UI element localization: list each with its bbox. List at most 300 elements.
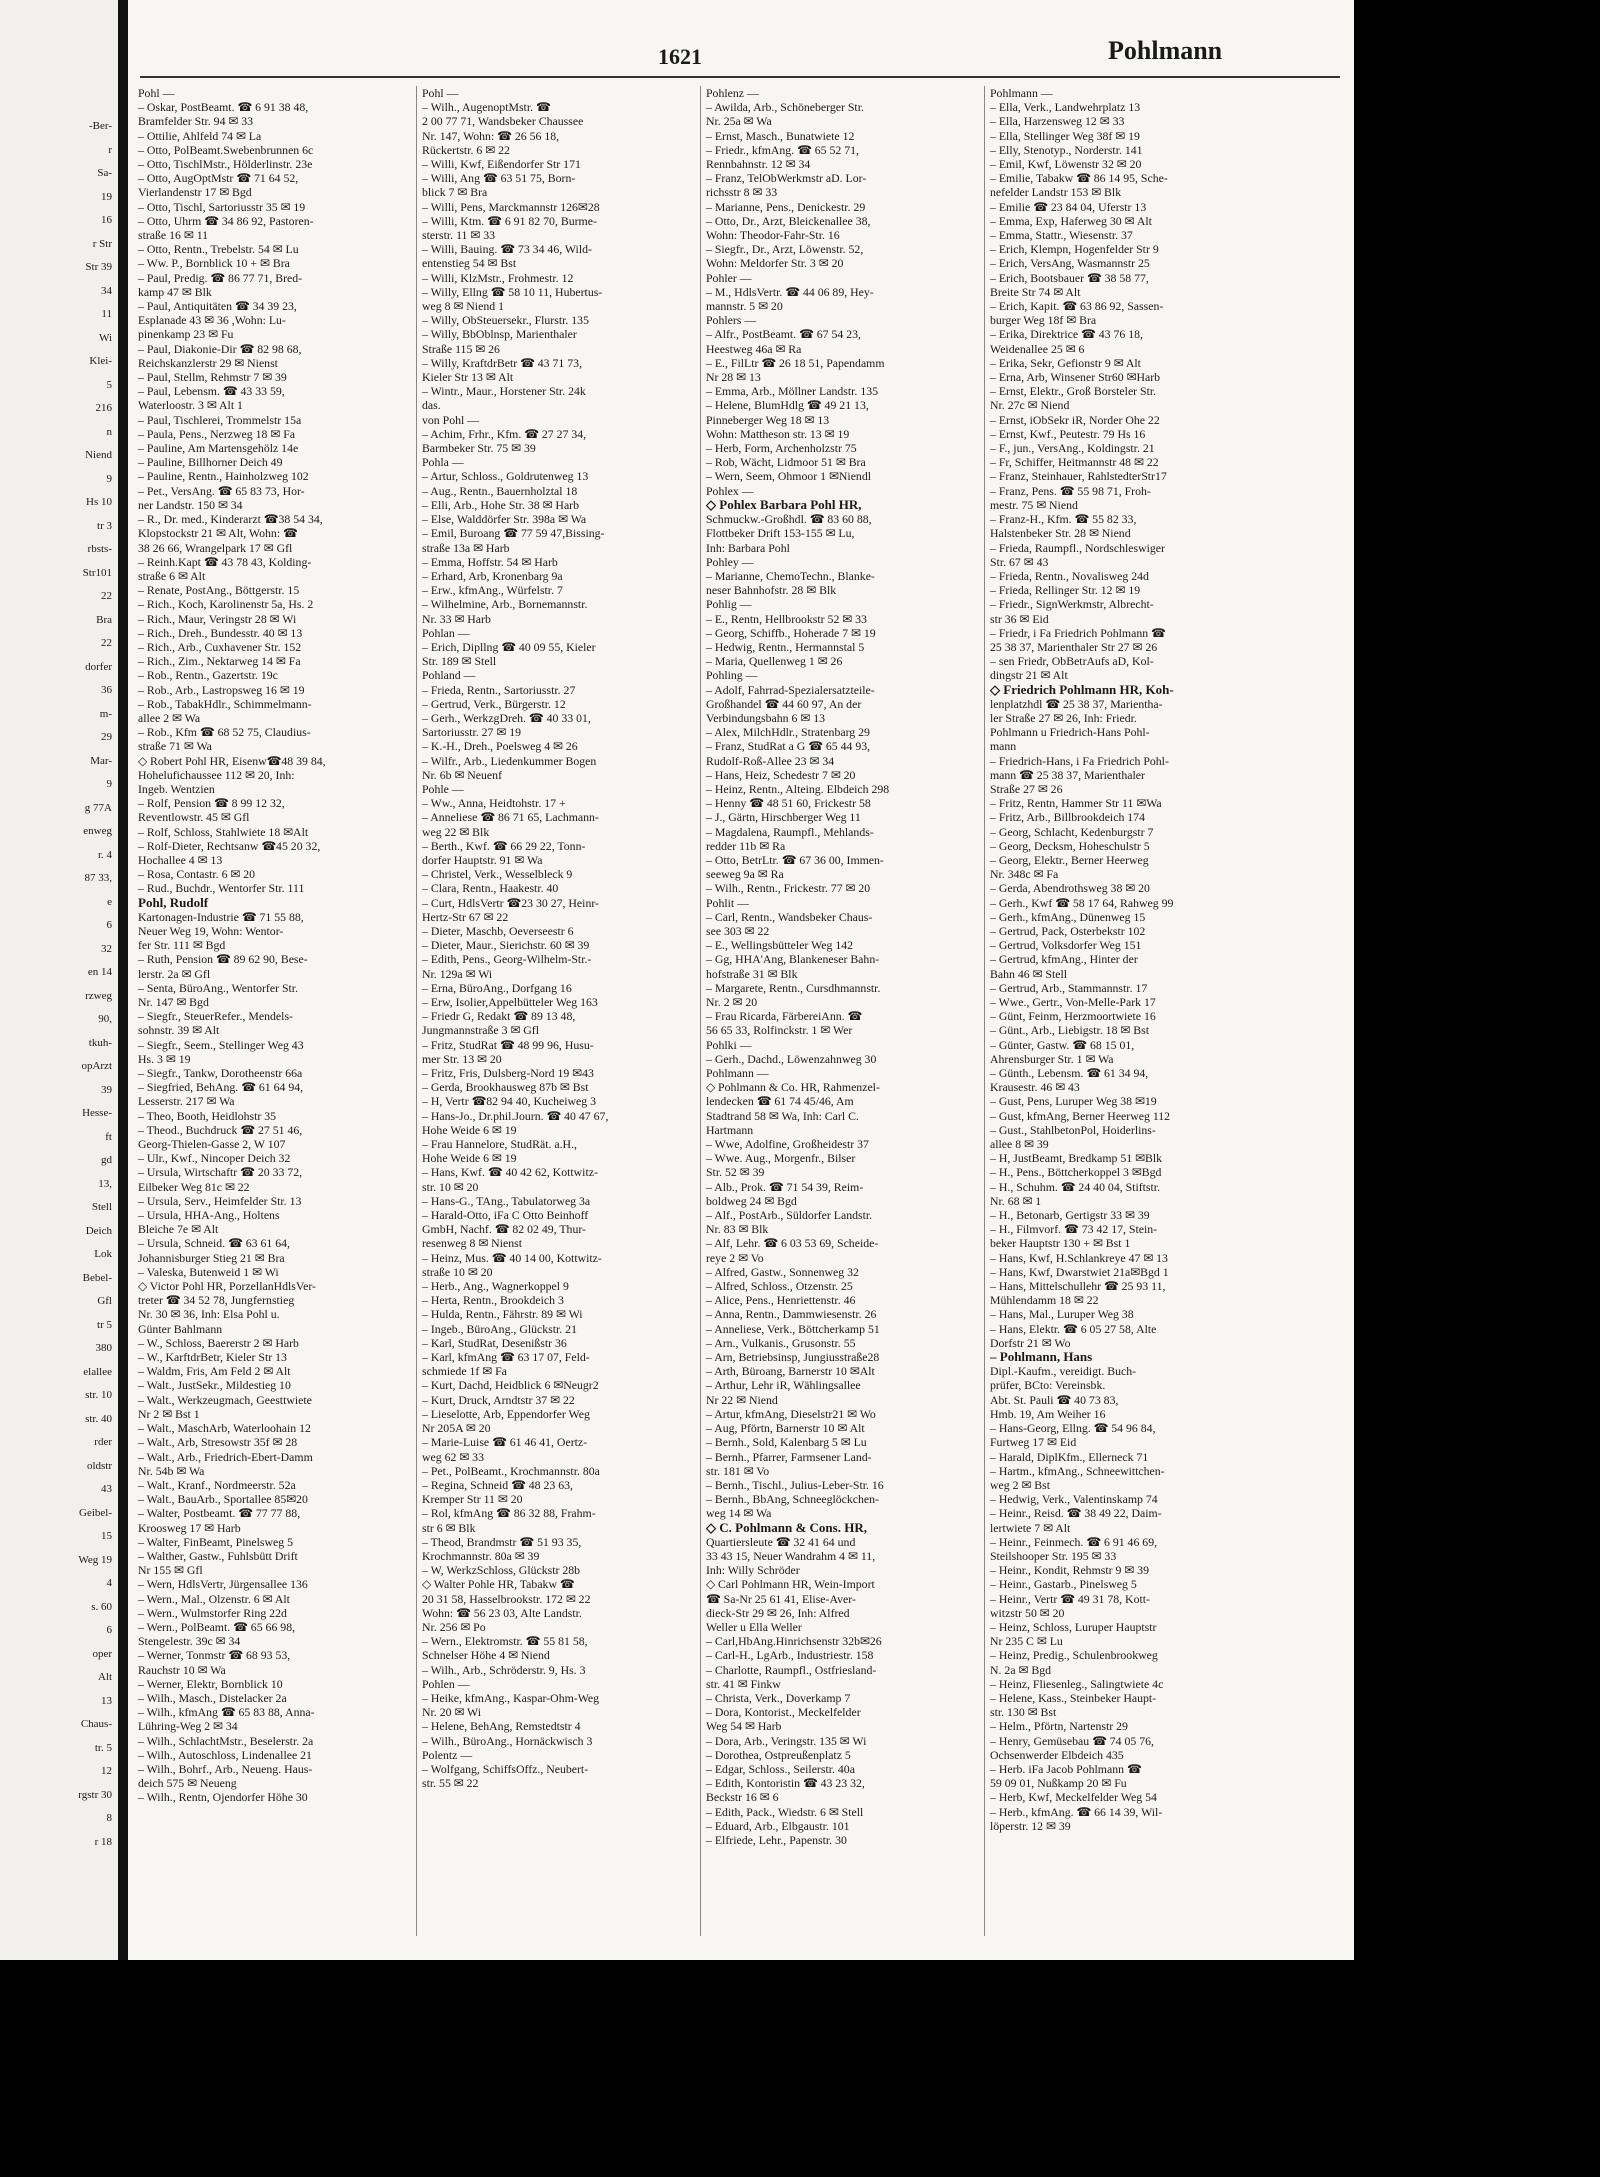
directory-entry-line: – Pauline, Rentn., Hainholzweg 102 (138, 469, 309, 484)
directory-entry-line: – Wilfr., Arb., Liedenkummer Bogen (422, 753, 597, 768)
directory-entry-line: Pohlki — (706, 1037, 752, 1052)
directory-entry-line: – Reinh.Kapt ☎ 43 78 43, Kolding- (138, 554, 312, 569)
directory-entry-line: – Ernst, Kwf., Peutestr. 79 Hs 16 (990, 426, 1146, 441)
directory-entry-line: Wohn: Meldorfer Str. 3 ✉ 20 (706, 256, 844, 271)
directory-entry-line: Hohe Weide 6 ✉ 19 (422, 1151, 517, 1166)
directory-entry-line: Pohle — (422, 781, 464, 796)
directory-entry-line: – Walt., Arb, Stresowstr 35f ✉ 28 (138, 1435, 298, 1450)
directory-entry-line: – Friedr., SignWerkmstr, Albrecht- (990, 597, 1154, 612)
directory-entry-line: – Herb, Kwf, Meckelfelder Weg 54 (990, 1790, 1157, 1805)
directory-entry-line: – Friedr G, Redakt ☎ 89 13 48, (422, 1009, 576, 1024)
directory-entry-line: – Walt., BauArb., Sportallee 85✉20 (138, 1492, 308, 1507)
directory-entry-line: – Fritz, Rentn, Hammer Str 11 ✉Wa (990, 796, 1162, 811)
directory-entry-line: allee 2 ✉ Wa (138, 710, 201, 725)
directory-column-4 (990, 86, 1262, 1946)
previous-page-text: Weg 19 (78, 1553, 112, 1566)
previous-page-text: s. 60 (91, 1600, 112, 1613)
previous-page-text: 36 (101, 684, 112, 696)
directory-entry-line: Pohl — (138, 86, 175, 100)
previous-page-text: tr 3 (97, 519, 112, 532)
directory-entry-line: – Else, Walddörfer Str. 398a ✉ Wa (422, 512, 587, 527)
directory-entry-line: straße 16 ✉ 11 (138, 228, 209, 243)
directory-entry-line: – Otto, TischlMstr., Hölderlinstr. 23e (138, 157, 313, 172)
directory-entry-line: – Hans, Mal., Luruper Weg 38 (990, 1307, 1134, 1322)
directory-entry-line: – Elli, Arb., Hohe Str. 38 ✉ Harb (422, 497, 580, 512)
directory-entry-line: – Wilh., Masch., Distelacker 2a (138, 1690, 287, 1705)
directory-entry-line: Nr. 33 ✉ Harb (422, 611, 491, 626)
directory-entry-line: witzstr 50 ✉ 20 (990, 1605, 1065, 1620)
previous-page-text: 16 (101, 214, 112, 226)
directory-entry-line: – Wilh., Rentn., Frickestr. 77 ✉ 20 (706, 881, 871, 896)
directory-entry-line: – Rol, kfmAng ☎ 86 32 88, Frahm- (422, 1506, 596, 1521)
directory-entry-line: 33 43 15, Neuer Wandrahm 4 ✉ 11, (706, 1548, 876, 1563)
directory-entry-line: – Ingeb., BüroAng., Glückstr. 21 (422, 1321, 577, 1336)
previous-page-text: -Ber- (89, 120, 112, 132)
directory-entry-line: – Hedwig, Verk., Valentinskamp 74 (990, 1492, 1158, 1507)
directory-entry-line: Pohlers — (706, 313, 757, 328)
directory-entry-line: Hohe Weide 6 ✉ 19 (422, 1122, 517, 1137)
directory-entry-line: Pohlan — (422, 625, 470, 640)
directory-entry-line: – Edith, Pack., Wiedstr. 6 ✉ Stell (706, 1804, 864, 1819)
directory-entry-line: – Elly, Stenotyp., Norderstr. 141 (990, 142, 1143, 157)
directory-entry-line: 38 26 66, Wrangelpark 17 ✉ Gfl (138, 540, 293, 555)
directory-entry-line: 2 00 77 71, Wandsbeker Chaussee (422, 114, 584, 129)
directory-entry-line: – Emilie, Tabakw ☎ 86 14 95, Sche- (990, 171, 1168, 186)
directory-entry-line: – Willy, Ellng ☎ 58 10 11, Hubertus- (422, 284, 603, 299)
directory-entry-line: ler Straße 27 ✉ 26, Inh: Friedr. (990, 710, 1137, 725)
previous-page-fragment (0, 0, 118, 1960)
directory-entry-line: – Dieter, Maschb, Oeverseestr 6 (422, 923, 574, 938)
directory-entry-line: – Aug., Rentn., Bauernholztal 18 (422, 483, 578, 498)
directory-entry-line: Breite Str 74 ✉ Alt (990, 284, 1081, 299)
directory-entry-line: – Herb., kfmAng. ☎ 66 14 39, Wil- (990, 1804, 1163, 1819)
directory-entry-line: see 303 ✉ 22 (706, 923, 770, 938)
directory-entry-line: – Friedr., kfmAng. ☎ 65 52 71, (706, 142, 859, 157)
directory-entry-line: – Christa, Verk., Doverkamp 7 (706, 1690, 851, 1705)
previous-page-text: 4 (106, 1577, 112, 1589)
directory-entry-line: str 6 ✉ Blk (422, 1520, 476, 1535)
directory-entry-line: – H., Betonarb, Gertigstr 33 ✉ 39 (990, 1208, 1150, 1223)
directory-entry-line: Weg 54 ✉ Harb (706, 1719, 782, 1734)
directory-entry-line: – Ella, Verk., Landwehrplatz 13 (990, 100, 1141, 115)
directory-entry-line: – Alf, Lehr. ☎ 6 03 53 69, Scheide- (706, 1236, 879, 1251)
directory-entry-line: straße 10 ✉ 20 (422, 1264, 493, 1279)
directory-entry-line: Pohla — (422, 455, 464, 470)
directory-entry-line: – Dieter, Maur., Sierichstr. 60 ✉ 39 (422, 938, 590, 953)
directory-entry-line: – Georg, Decksm, Hoheschulstr 5 (990, 838, 1150, 853)
directory-entry-line: – Anneliese ☎ 86 71 65, Lachmann- (422, 810, 599, 825)
directory-entry-line: – F., jun., VersAng., Koldingstr. 21 (990, 441, 1155, 456)
directory-entry-line: beker Hauptstr 130 + ✉ Bst 1 (990, 1236, 1131, 1251)
column-divider (700, 86, 701, 1936)
directory-entry-line: weg 2 ✉ Bst (990, 1477, 1051, 1492)
previous-page-text: Str101 (82, 566, 112, 579)
directory-entry-line: – Rolf, Pension ☎ 8 99 12 32, (138, 796, 285, 811)
previous-page-text: 43 (101, 1483, 112, 1495)
directory-entry-line: – Willy, KraftdrBetr ☎ 43 71 73, (422, 355, 583, 370)
directory-entry-line: – Henny ☎ 48 51 60, Frickestr 58 (706, 796, 871, 811)
directory-entry-line: – Marianne, ChemoTechn., Blanke- (706, 568, 875, 583)
directory-entry-line: – Valeska, Butenweid 1 ✉ Wi (138, 1264, 279, 1279)
directory-entry-line: – Siegfr., Tankw, Dorotheenstr 66a (138, 1066, 303, 1081)
directory-entry-line: ner Landstr. 150 ✉ 34 (138, 497, 243, 512)
directory-entry-line: mer Str. 13 ✉ 20 (422, 1051, 502, 1066)
directory-entry-line: Weidenallee 25 ✉ 6 (990, 341, 1085, 356)
directory-entry-line: – Theod., Buchdruck ☎ 27 51 46, (138, 1122, 303, 1137)
directory-entry-line: – Ursula, HHA-Ang., Holtens (138, 1208, 280, 1223)
directory-entry-line: Nr. 129a ✉ Wi (422, 966, 493, 981)
directory-entry-line: Straße 115 ✉ 26 (422, 341, 500, 356)
directory-entry-line: – Siegfr., Dr., Arzt, Löwenstr. 52, (706, 242, 864, 257)
directory-entry-line: – R., Dr. med., Kinderarzt ☎38 54 34, (138, 512, 323, 527)
directory-column-2 (422, 86, 694, 1946)
directory-entry-line: – M., HdlsVertr. ☎ 44 06 89, Hey- (706, 284, 874, 299)
directory-entry-line: Pohland — (422, 668, 476, 683)
directory-entry-line: – Alfred, Gastw., Sonnenweg 32 (706, 1264, 859, 1279)
directory-entry-line: – Ella, Harzensweg 12 ✉ 33 (990, 114, 1125, 129)
directory-entry-line: straße 6 ✉ Alt (138, 568, 206, 583)
directory-entry-line: richsstr 8 ✉ 33 (706, 185, 778, 200)
directory-entry-line: neser Bahnhofstr. 28 ✉ Blk (706, 583, 837, 598)
directory-entry-line: ◇ C. Pohlmann & Cons. HR, (706, 1520, 867, 1535)
directory-entry-line: – Pauline, Billhorner Deich 49 (138, 455, 283, 470)
directory-entry-line: Pohlmann — (706, 1066, 769, 1081)
directory-entry-line: – Gertrud, Volksdorfer Weg 151 (990, 938, 1142, 953)
directory-entry-line: – Wern., PolBeamt. ☎ 65 66 98, (138, 1619, 296, 1634)
directory-entry-line: – Gerh., WerkzgDreh. ☎ 40 33 01, (422, 710, 591, 725)
directory-entry-line: – Erich, VersAng, Wasmannstr 25 (990, 256, 1150, 271)
directory-entry-line: – Wilhelmine, Arb., Bornemannstr. (422, 597, 588, 612)
previous-page-text: ft (105, 1130, 112, 1143)
directory-entry-line: Rennbahnstr. 12 ✉ 34 (706, 157, 811, 172)
column-divider (984, 86, 985, 1936)
directory-entry-line: – Paul, Stellm, Rehmstr 7 ✉ 39 (138, 370, 287, 385)
directory-entry-line: – Erich, Bootsbauer ☎ 38 58 77, (990, 270, 1149, 285)
directory-entry-line: – Magdalena, Raumpfl., Mehlands- (706, 824, 874, 839)
directory-entry-line: lerstr. 2a ✉ Gfl (138, 966, 211, 981)
directory-entry-line: – Erhard, Arb, Kronenbarg 9a (422, 568, 563, 583)
directory-entry-line: boldweg 24 ✉ Bgd (706, 1193, 797, 1208)
directory-entry-line: Ochsenwerder Elbdeich 435 (990, 1747, 1124, 1762)
directory-entry-line: Pohler — (706, 270, 752, 285)
directory-entry-line: dingstr 21 ✉ Alt (990, 668, 1068, 683)
directory-entry-line: GmbH, Nachf. ☎ 82 02 49, Thur- (422, 1222, 586, 1237)
directory-entry-line: – Senta, BüroAng., Wentorfer Str. (138, 980, 299, 995)
directory-entry-line: – Ernst, Masch., Bunatwiete 12 (706, 128, 855, 143)
previous-page-text: 216 (95, 402, 112, 414)
previous-page-text: Klei- (89, 355, 112, 367)
directory-entry-line: Nr. 348c ✉ Fa (990, 867, 1059, 882)
directory-entry-line: dorfer Hauptstr. 91 ✉ Wa (422, 852, 543, 867)
directory-entry-line: blick 7 ✉ Bra (422, 185, 488, 200)
directory-entry-line: Dorfstr 21 ✉ Wo (990, 1335, 1071, 1350)
directory-page (128, 0, 1354, 1960)
directory-entry-line: Schmuckw.-Großhdl. ☎ 83 60 88, (706, 512, 872, 527)
directory-entry-line: – Otto, AugOptMstr ☎ 71 64 52, (138, 171, 299, 186)
directory-entry-line: – H., Filmvorf. ☎ 73 42 17, Stein- (990, 1222, 1158, 1237)
directory-entry-line: – Günth., Lebensm. ☎ 61 34 94, (990, 1066, 1149, 1081)
directory-entry-line: – Otto, BetrLtr. ☎ 67 36 00, Immen- (706, 852, 884, 867)
directory-entry-line: seeweg 9a ✉ Ra (706, 867, 784, 882)
directory-entry-line: mann (990, 739, 1017, 754)
directory-entry-line: – Ww., Anna, Heidtohstr. 17 + (422, 796, 566, 811)
directory-entry-line: – Theo, Booth, Heidlohstr 35 (138, 1108, 277, 1123)
directory-entry-line: – Wern, Seem, Ohmoor 1 ✉Niendl (706, 469, 872, 484)
directory-entry-line: Heestweg 46a ✉ Ra (706, 341, 802, 356)
directory-entry-line: – Gerda, Abendrothsweg 38 ✉ 20 (990, 881, 1150, 896)
directory-entry-line: Nr. 2 ✉ 20 (706, 995, 758, 1009)
directory-entry-line: Reichskanzlerstr 29 ✉ Nienst (138, 355, 278, 370)
directory-entry-line: – Franz, TelObWerkmstr aD. Lor- (706, 171, 867, 186)
directory-entry-line: Pohl — (422, 86, 459, 100)
directory-entry-line: – Heinz, Mus. ☎ 40 14 00, Kottwitz- (422, 1250, 602, 1265)
directory-entry-line: Hmb. 19, Am Weiher 16 (990, 1406, 1106, 1421)
directory-entry-line: – Alfred, Schloss., Otzenstr. 25 (706, 1279, 853, 1294)
previous-page-text: 22 (101, 637, 112, 649)
directory-entry-line: – Henry, Gemüsebau ☎ 74 05 76, (990, 1733, 1154, 1748)
directory-entry-line: Pohlex — (706, 483, 754, 498)
directory-entry-line: – Paul, Lebensm. ☎ 43 33 59, (138, 384, 285, 399)
previous-page-text: rbsts- (87, 543, 112, 555)
directory-entry-line: Lühring-Weg 2 ✉ 34 (138, 1719, 238, 1734)
previous-page-text: m- (99, 707, 112, 720)
directory-entry-line: – Hans, Kwf. ☎ 40 42 62, Kottwitz- (422, 1165, 598, 1180)
directory-entry-line: – Rich., Dreh., Bundesstr. 40 ✉ 13 (138, 625, 303, 640)
directory-entry-line: – Paula, Pens., Nerzweg 18 ✉ Fa (138, 426, 295, 441)
directory-entry-line: Bramfelder Str. 94 ✉ 33 (138, 114, 254, 129)
directory-entry-line: Reventlowstr. 45 ✉ Gfl (138, 810, 250, 825)
directory-entry-line: – Artur, kfmAng, Dieselstr21 ✉ Wo (706, 1406, 876, 1421)
directory-entry-line: resenweg 8 ✉ Nienst (422, 1236, 522, 1251)
directory-entry-line: – Rob., Arb., Lastropsweg 16 ✉ 19 (138, 682, 305, 697)
directory-entry-line: deich 575 ✉ Neueng (138, 1776, 237, 1791)
directory-entry-line: Str. 189 ✉ Stell (422, 654, 497, 669)
directory-entry-line: – Karl, kfmAng ☎ 63 17 07, Feld- (422, 1350, 590, 1365)
directory-entry-line: schmiede 1f ✉ Fa (422, 1364, 507, 1379)
directory-entry-line: entenstieg 54 ✉ Bst (422, 256, 517, 271)
directory-entry-line: – Herb. iFa Jacob Pohlmann ☎ (990, 1761, 1142, 1776)
directory-entry-line: – W., Schloss, Baererstr 2 ✉ Harb (138, 1335, 299, 1350)
previous-page-text: 32 (101, 942, 112, 955)
directory-entry-line: – Helene, BlumHdlg ☎ 49 21 13, (706, 398, 869, 413)
directory-entry-line: Steilshooper Str. 195 ✉ 33 (990, 1548, 1117, 1563)
directory-entry-line: – W, WerkzSchloss, Glückstr 28b (422, 1563, 581, 1578)
directory-entry-line: Polentz — (422, 1747, 473, 1762)
directory-entry-line: Furtweg 17 ✉ Eid (990, 1435, 1077, 1450)
directory-entry-line: – Friedrich-Hans, i Fa Friedrich Pohl- (990, 753, 1169, 768)
directory-entry-line: – Arth, Büroang, Barnerstr 10 ✉Alt (706, 1364, 875, 1379)
previous-page-text: 22 (101, 590, 112, 602)
book-gutter (118, 0, 128, 1960)
directory-entry-line: Hartmann (706, 1122, 754, 1137)
directory-entry-line: Nr 22 ✉ Niend (706, 1392, 778, 1407)
directory-entry-line: – Alfr., PostBeamt. ☎ 67 54 23, (706, 327, 861, 342)
directory-entry-line: mann ☎ 25 38 37, Marienthaler (990, 767, 1145, 782)
previous-page-text: gd (101, 1154, 112, 1166)
directory-entry-line: – Franz, Pens. ☎ 55 98 71, Froh- (990, 483, 1151, 498)
directory-entry-line: Hertz-Str 67 ✉ 22 (422, 909, 509, 924)
header-rule (140, 76, 1340, 78)
directory-entry-line: – Herb, Form, Archenholzstr 75 (706, 441, 857, 456)
directory-entry-line: – Heinr., Vertr ☎ 49 31 78, Kott- (990, 1591, 1150, 1606)
directory-entry-line: Straße 27 ✉ 26 (990, 781, 1063, 796)
directory-entry-line: Pohling — (706, 668, 758, 683)
directory-entry-line: – Achim, Frhr., Kfm. ☎ 27 27 34, (422, 426, 587, 441)
directory-entry-line: – Gerh., Dachd., Löwenzahnweg 30 (706, 1051, 877, 1066)
directory-entry-line: – Hans, Mittelschullehr ☎ 25 93 11, (990, 1279, 1166, 1294)
directory-entry-line: – Gust., StahlbetonPol, Hoiderlins- (990, 1122, 1156, 1137)
directory-entry-line: – Pet., VersAng. ☎ 65 83 73, Hor- (138, 483, 305, 498)
previous-page-text: Sa- (97, 167, 112, 179)
directory-entry-line: – Paul, Predig. ☎ 86 77 71, Bred- (138, 270, 303, 285)
directory-entry-line: – Otto, Rentn., Trebelstr. 54 ✉ Lu (138, 242, 299, 257)
directory-entry-line: – Rob., Kfm ☎ 68 52 75, Claudius- (138, 725, 311, 740)
directory-entry-line: Mühlendamm 18 ✉ 22 (990, 1293, 1099, 1308)
previous-page-text: en 14 (87, 966, 112, 978)
directory-entry-line: – Ruth, Pension ☎ 89 62 90, Bese- (138, 952, 308, 967)
directory-entry-line: Inh: Willy Schröder (706, 1563, 800, 1578)
directory-entry-line: – Fritz, StudRat ☎ 48 99 96, Husu- (422, 1037, 594, 1052)
directory-entry-line: – H, JustBeamt, Bredkamp 51 ✉Blk (990, 1151, 1163, 1166)
directory-entry-line: – Frau Ricarda, FärbereiAnn. ☎ (706, 1009, 863, 1024)
previous-page-text: r. 4 (97, 848, 112, 861)
previous-page-text: enweg (83, 825, 112, 837)
previous-page-text: g 77A (84, 801, 112, 814)
directory-entry-line: Kremper Str 11 ✉ 20 (422, 1492, 523, 1507)
directory-entry-line: str 36 ✉ Eid (990, 611, 1049, 626)
directory-entry-line: Pohlig — (706, 597, 752, 612)
directory-entry-line: – Renate, PostAng., Böttgerstr. 15 (138, 583, 300, 598)
directory-entry-line: str. 10 ✉ 20 (422, 1179, 479, 1194)
previous-page-text: 15 (101, 1530, 112, 1542)
directory-entry-line: – Erich, Kapit. ☎ 63 86 92, Sassen- (990, 299, 1164, 314)
previous-page-text: tr. 5 (94, 1741, 112, 1754)
directory-entry-line: Kartonagen-Industrie ☎ 71 55 88, (138, 909, 304, 924)
directory-entry-line: – Willi, KlzMstr., Frohmestr. 12 (422, 270, 574, 285)
directory-entry-line: – Hartm., kfmAng., Schneewittchen- (990, 1463, 1165, 1478)
previous-page-text: 8 (106, 1812, 112, 1824)
directory-entry-line: – Artur, Schloss., Goldrutenweg 13 (422, 469, 589, 484)
directory-entry-line: hofstraße 31 ✉ Blk (706, 966, 798, 981)
directory-entry-line: – Gertrud, kfmAng., Hinter der (990, 952, 1138, 967)
directory-entry-line: Str. 67 ✉ 43 (990, 554, 1049, 569)
previous-page-text: Niend (85, 449, 112, 461)
directory-entry-line: – Adolf, Fahrrad-Spezialersatzteile- (706, 682, 875, 697)
directory-entry-line: – Willy, ObSteuersekr., Flurstr. 135 (422, 313, 589, 328)
directory-entry-line: – Siegfr., SteuerRefer., Mendels- (138, 1009, 293, 1024)
previous-page-text: Hs 10 (86, 496, 112, 508)
directory-entry-line: Barmbeker Str. 75 ✉ 39 (422, 441, 536, 456)
directory-entry-line: nefelder Landstr 153 ✉ Blk (990, 185, 1122, 200)
directory-entry-line: str. 55 ✉ 22 (422, 1776, 479, 1791)
directory-entry-line: – Bernh., Sold, Kalenbarg 5 ✉ Lu (706, 1435, 867, 1450)
directory-entry-line: – Walter, FinBeamt, Pinelsweg 5 (138, 1534, 293, 1549)
directory-entry-line: – Herta, Rentn., Brookdeich 3 (422, 1293, 564, 1308)
directory-entry-line: – Heinz, Rentn., Alteing. Elbdeich 298 (706, 781, 890, 796)
directory-entry-line: Bahn 46 ✉ Stell (990, 966, 1068, 981)
directory-entry-line: Großhandel ☎ 44 60 97, An der (706, 696, 862, 711)
directory-entry-line: – Rich., Koch, Karolinenstr 5a, Hs. 2 (138, 597, 314, 612)
directory-entry-line: – Frieda, Rentn., Novalisweg 24d (990, 568, 1149, 583)
previous-page-text: oldstr (86, 1459, 112, 1472)
directory-entry-line: – Erika, Sekr, Gefionstr 9 ✉ Alt (990, 355, 1141, 370)
directory-entry-line: – Frieda, Rellinger Str. 12 ✉ 19 (990, 583, 1141, 598)
previous-page-text: elallee (83, 1365, 112, 1378)
directory-entry-line: weg 8 ✉ Niend 1 (422, 299, 504, 314)
directory-entry-line: – Heinr., Feinmech. ☎ 6 91 46 69, (990, 1534, 1158, 1549)
directory-entry-line: Nr. 27c ✉ Niend (990, 398, 1070, 413)
directory-entry-line: – Heinr., Gastarb., Pinelsweg 5 (990, 1577, 1137, 1592)
directory-entry-line: – Hedwig, Rentn., Hermannstal 5 (706, 639, 865, 654)
directory-entry-line: – Gertrud, Arb., Stammannstr. 17 (990, 980, 1148, 995)
previous-page-text: tkuh- (88, 1036, 112, 1049)
directory-entry-line: – Berth., Kwf. ☎ 66 29 22, Tonn- (422, 838, 586, 853)
directory-entry-line: Dipl.-Kaufm., vereidigt. Buch- (990, 1364, 1137, 1379)
directory-entry-line: – Werner, Tonmstr ☎ 68 93 53, (138, 1648, 291, 1663)
directory-entry-line: Schnelser Höhe 4 ✉ Niend (422, 1648, 550, 1663)
directory-entry-line: – Gust, Pens, Luruper Weg 38 ✉19 (990, 1094, 1157, 1109)
directory-entry-line: ◇ Walter Pohle HR, Tabakw ☎ (422, 1577, 575, 1592)
directory-entry-line: – K.-H., Dreh., Poelsweg 4 ✉ 26 (422, 739, 578, 754)
directory-entry-line: Wohn: Mattheson str. 13 ✉ 19 (706, 426, 850, 441)
directory-entry-line: Kroosweg 17 ✉ Harb (138, 1520, 241, 1535)
directory-entry-line: – Harald-Otto, iFa C Otto Beinhoff (422, 1208, 589, 1223)
directory-entry-line: – Heinz, Schloss, Luruper Hauptstr (990, 1619, 1157, 1634)
directory-entry-line: – Ursula, Serv., Heimfelder Str. 13 (138, 1193, 302, 1208)
directory-entry-line: – Erich, Dipllng ☎ 40 09 55, Kieler (422, 639, 596, 654)
directory-entry-line: Pohley — (706, 554, 754, 569)
directory-entry-line: – Alf., PostArb., Süldorfer Landstr. (706, 1208, 873, 1223)
directory-entry-line: – Werner, Elektr, Bornblick 10 (138, 1676, 283, 1691)
directory-entry-line: reye 2 ✉ Vo (706, 1250, 764, 1265)
directory-entry-line: – Walther, Gastw., Fuhlsbütt Drift (138, 1548, 298, 1563)
directory-entry-line: – Hans, Heiz, Schedestr 7 ✉ 20 (706, 767, 856, 782)
directory-entry-line: Pohlen — (422, 1676, 470, 1691)
directory-entry-line: – Rob., Rentn., Gazertstr. 19c (138, 668, 278, 683)
directory-entry-line: Nr. 256 ✉ Po (422, 1619, 486, 1634)
previous-page-text: Str 39 (85, 261, 112, 273)
directory-entry-line: Rauchstr 10 ✉ Wa (138, 1662, 226, 1677)
directory-entry-line: straße 71 ✉ Wa (138, 739, 212, 754)
directory-entry-line: – Alex, MilchHdlr., Stratenbarg 29 (706, 725, 870, 740)
directory-entry-line: – Lieselotte, Arb, Eppendorfer Weg (422, 1406, 590, 1421)
directory-column-3 (706, 86, 978, 1946)
previous-page-text: str. 40 (85, 1412, 112, 1425)
previous-page-text: Mar- (90, 754, 112, 767)
previous-page-text: opArzt (81, 1060, 112, 1072)
directory-entry-line: – Wilh., BüroAng., Hornäckwisch 3 (422, 1733, 593, 1748)
previous-page-text: oper (92, 1647, 112, 1660)
directory-entry-line: – Georg, Schiffb., Hoherade 7 ✉ 19 (706, 625, 876, 640)
directory-entry-line: – Erich, Klempn, Hogenfelder Str 9 (990, 242, 1159, 257)
previous-page-text: rgstr 30 (78, 1788, 112, 1801)
directory-entry-line: Pohlmann — (990, 86, 1053, 100)
directory-entry-line: Pohlenz — (706, 86, 759, 100)
directory-entry-line: – Siegfr., Seem., Stellinger Weg 43 (138, 1037, 304, 1052)
directory-entry-line: – H., Schuhm. ☎ 24 40 04, Stiftstr. (990, 1179, 1161, 1194)
directory-entry-line: – Curt, HdlsVertr ☎23 30 27, Heinr- (422, 895, 599, 910)
directory-entry-line: – Gust, kfmAng, Berner Heerweg 112 (990, 1108, 1171, 1123)
previous-page-text: Bra (96, 613, 112, 626)
previous-page-text: dorfer (85, 660, 112, 673)
directory-entry-line: Nr. 30 ✉ 36, Inh: Elsa Pohl u. (138, 1307, 280, 1322)
directory-entry-line: – Wilh., AugenoptMstr. ☎ (422, 100, 551, 115)
directory-entry-line: 59 09 01, Nußkamp 20 ✉ Fu (990, 1776, 1127, 1791)
directory-entry-line: 56 65 33, Rolfinckstr. 1 ✉ Wer (706, 1023, 853, 1038)
directory-entry-line: – Fritz, Arb., Billbrookdeich 174 (990, 810, 1145, 825)
directory-entry-line: – Hulda, Rentn., Fährstr. 89 ✉ Wi (422, 1307, 583, 1322)
directory-entry-line: 25 38 37, Marienthaler Str 27 ✉ 26 (990, 639, 1158, 654)
